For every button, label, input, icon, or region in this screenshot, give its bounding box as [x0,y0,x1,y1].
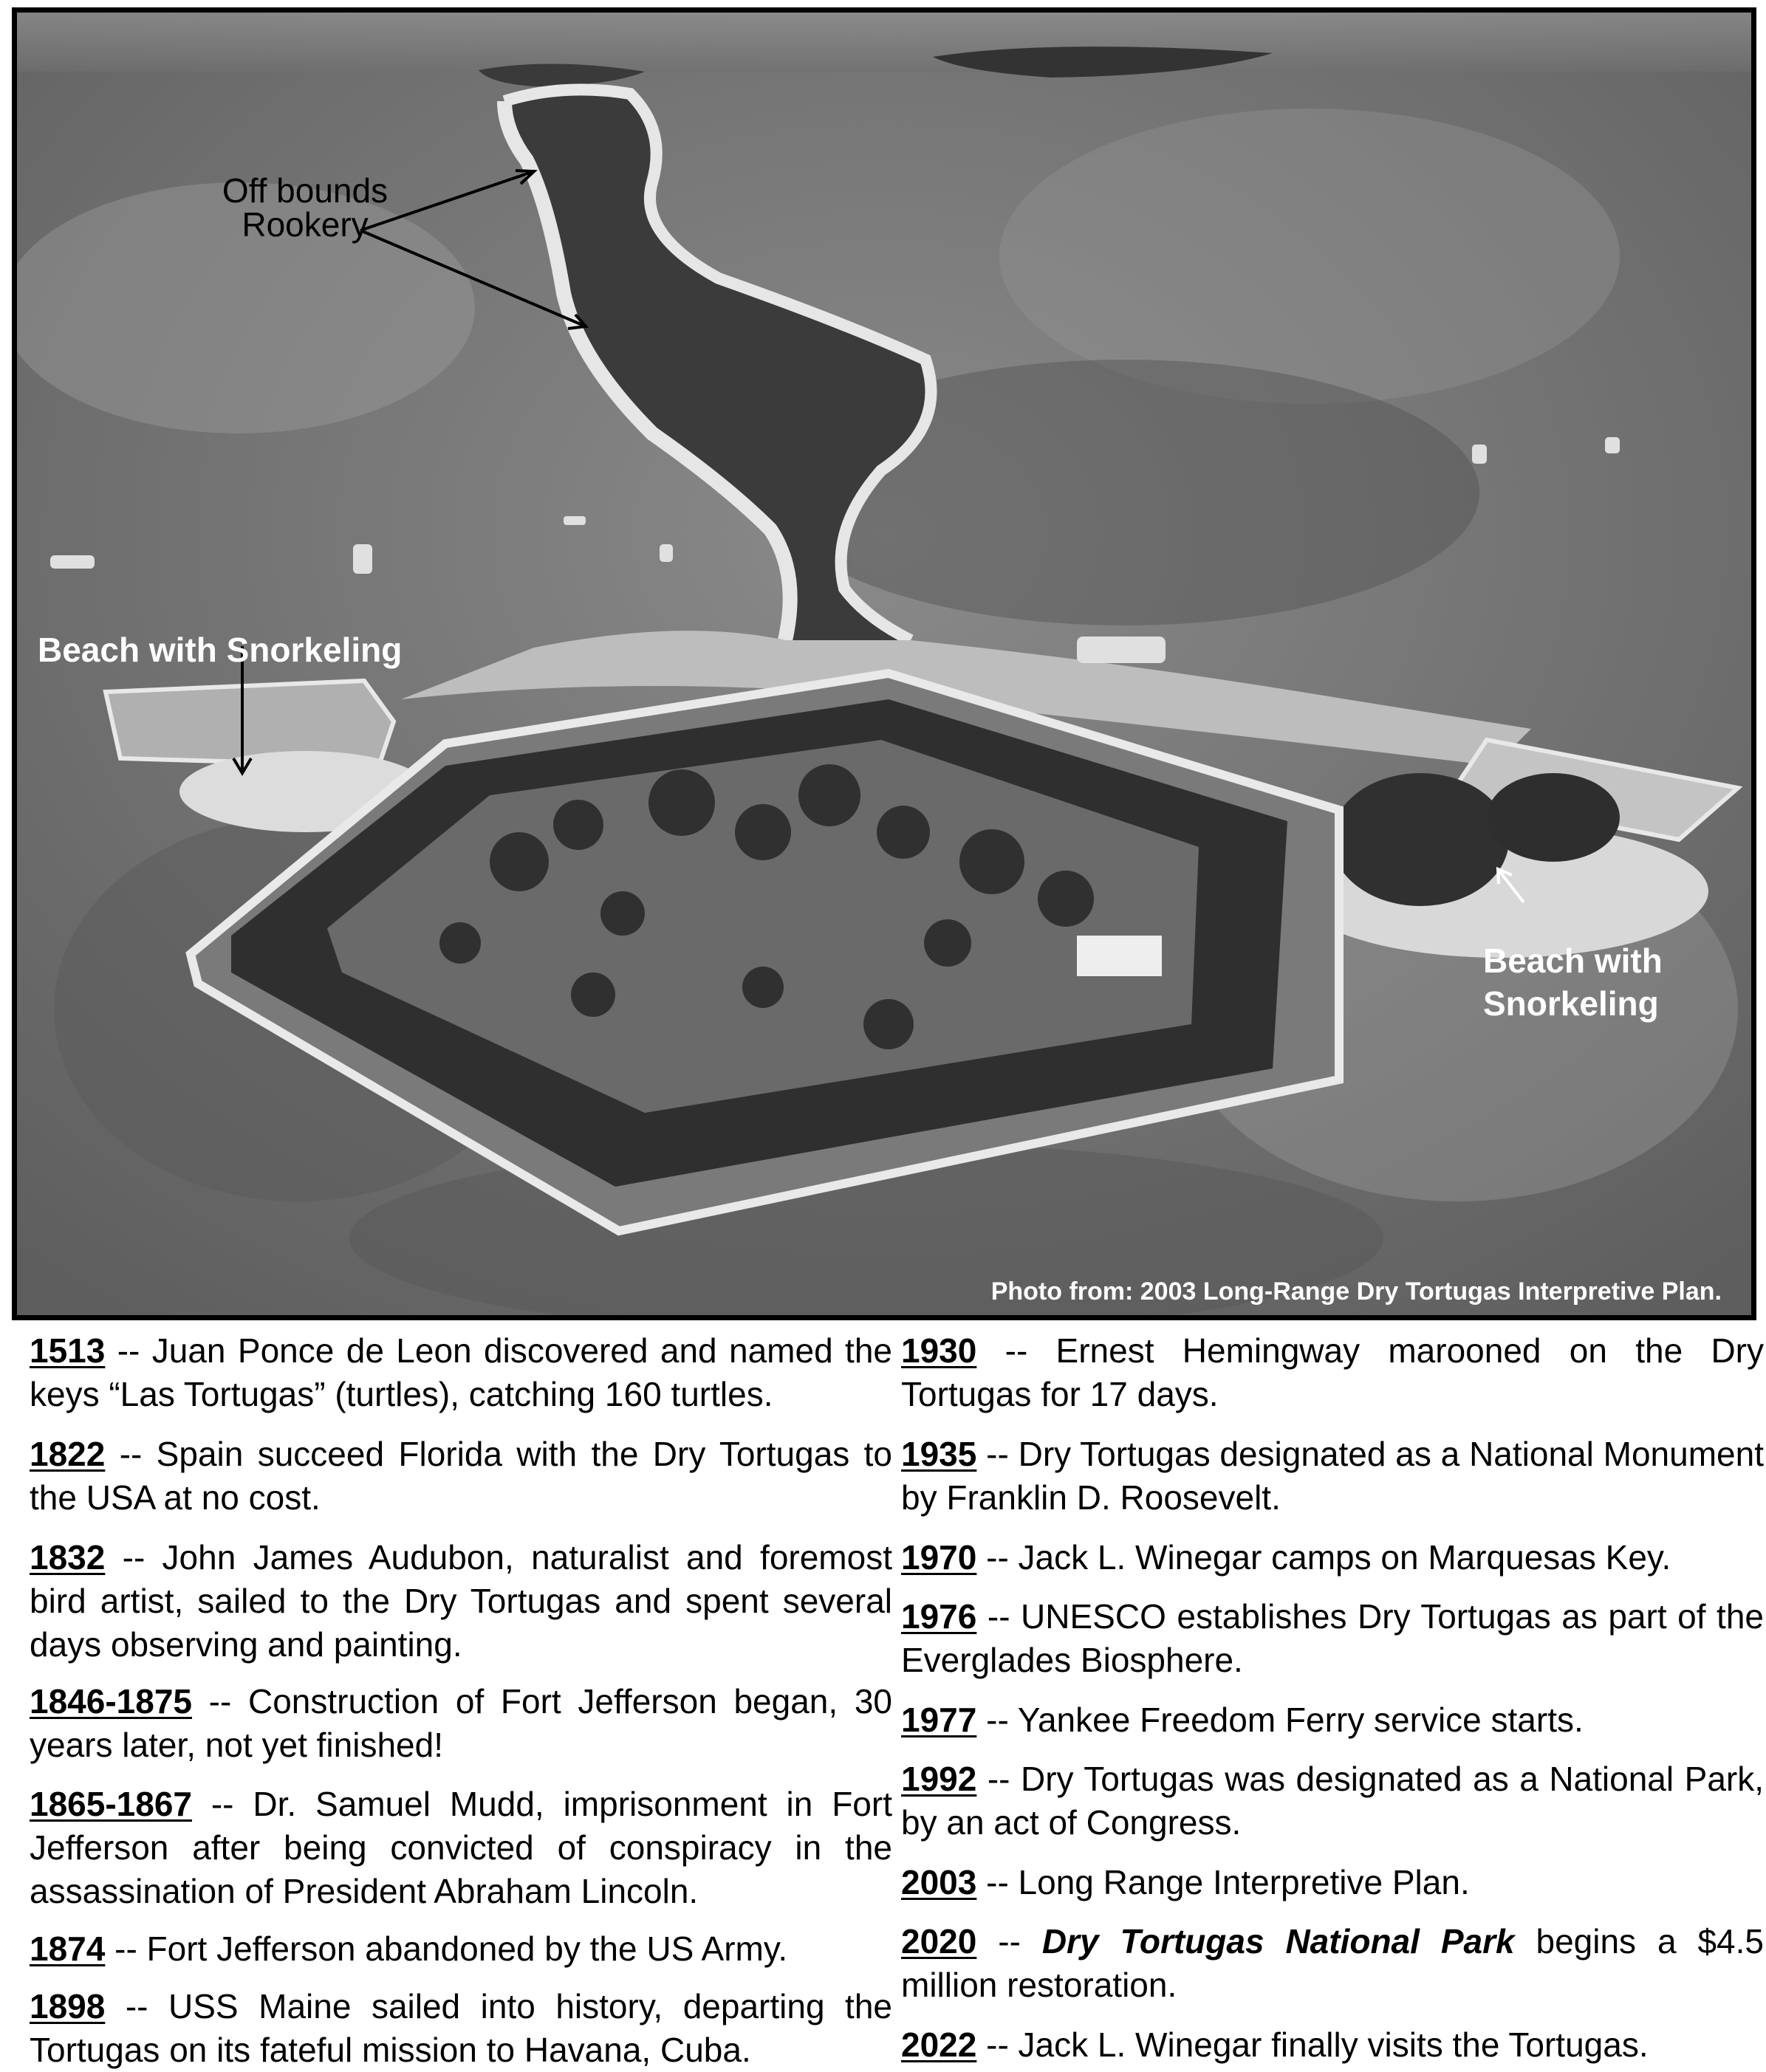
entry-year: 1898 [30,1987,106,2025]
timeline-entry-1513 [30,1329,892,1416]
timeline-entry-1822 [30,1433,892,1520]
entry-text: -- Jack L. Winegar camps on Marquesas Key. [976,1538,1671,1577]
entry-year: 1992 [901,1760,977,1798]
entry-year: 1865-1867 [30,1785,192,1823]
entry-year: 1976 [901,1597,977,1636]
timeline-entry-1874 [30,1927,892,1971]
timeline-entry-2022 [901,2023,1764,2067]
timeline-entry-1898 [30,1985,892,2072]
entry-year: 1977 [901,1701,977,1739]
entry-text: -- John James Audubon, naturalist and foremost bird artist, sailed to the Dry Tortugas and spent several days observing and painting. [30,1538,892,1664]
entry-year: 1935 [901,1435,977,1473]
timeline-entry-1976 [901,1595,1764,1682]
timeline-entry-1930 [901,1329,1764,1416]
timeline-entry-1865-1867 [30,1783,892,1913]
beach-right-annotation: Beach with Snorkeling [1483,941,1663,1023]
timeline-entry-1977 [901,1698,1764,1742]
photo-credit: Photo from: 2003 Long-Range Dry Tortugas Interpretive Plan. [990,1277,1722,1306]
timeline-entry-1846-1875 [30,1680,892,1767]
entry-text-after: begins a $4.5 million restoration. [901,1922,1764,2004]
entry-year: 1970 [901,1538,977,1577]
entry-year: 1846-1875 [30,1682,192,1721]
entry-text: -- Ernest Hemingway marooned on the Dry Tortugas for 17 days. [901,1331,1764,1413]
entry-year: 2022 [901,2025,977,2064]
entry-text: -- USS Maine sailed into history, departing the Tortugas on its fateful mission to Havana, Cuba. [30,1987,892,2069]
entry-year: 2020 [901,1922,977,1960]
entry-text: -- Dr. Samuel Mudd, imprisonment in Fort Jefferson after being convicted of conspiracy in the assassination of President Abraham Lincoln. [30,1785,892,1910]
entry-text: -- UNESCO establishes Dry Tortugas as part of the Everglades Biosphere. [901,1597,1764,1679]
entry-year: 1513 [30,1331,106,1370]
entry-text: -- Long Range Interpretive Plan. [976,1863,1470,1901]
entry-text: -- Dry Tortugas was designated as a National Park, by an act of Congress. [901,1760,1764,1842]
entry-text: -- Yankee Freedom Ferry service starts. [976,1701,1584,1739]
aerial-photo [12,7,1756,1320]
entry-emphasis: Dry Tortugas National Park [1041,1922,1515,1960]
entry-text: -- [976,1922,1042,1960]
timeline-entry-1832 [30,1536,892,1667]
entry-text: -- Fort Jefferson abandoned by the US Army. [105,1929,788,1968]
entry-year: 1874 [30,1929,106,1968]
entry-year: 1832 [30,1538,106,1577]
entry-text: -- Spain succeed Florida with the Dry Tortugas to the USA at no cost. [30,1435,892,1517]
entry-year: 1822 [30,1435,106,1473]
timeline-entry-1935 [901,1433,1764,1520]
entry-text: -- Construction of Fort Jefferson began, 30 years later, not yet finished! [30,1682,892,1764]
entry-text: -- Juan Ponce de Leon discovered and named the keys “Las Tortugas” (turtles), catching 160 turtles. [30,1331,892,1413]
timeline-entry-1992 [901,1757,1764,1845]
timeline-entry-1970 [901,1536,1764,1579]
entry-year: 2003 [901,1863,977,1901]
timeline-entry-2003 [901,1861,1764,1904]
timeline-entry-2020 [901,1920,1764,2007]
entry-text: -- Jack L. Winegar finally visits the Tortugas. [976,2025,1649,2064]
entry-year: 1930 [901,1331,977,1370]
beach-left-annotation: Beach with Snorkeling [38,631,403,669]
rookery-annotation: Off bounds Rookery [222,171,389,244]
entry-text: -- Dry Tortugas designated as a National Monument by Franklin D. Roosevelt. [901,1435,1764,1517]
